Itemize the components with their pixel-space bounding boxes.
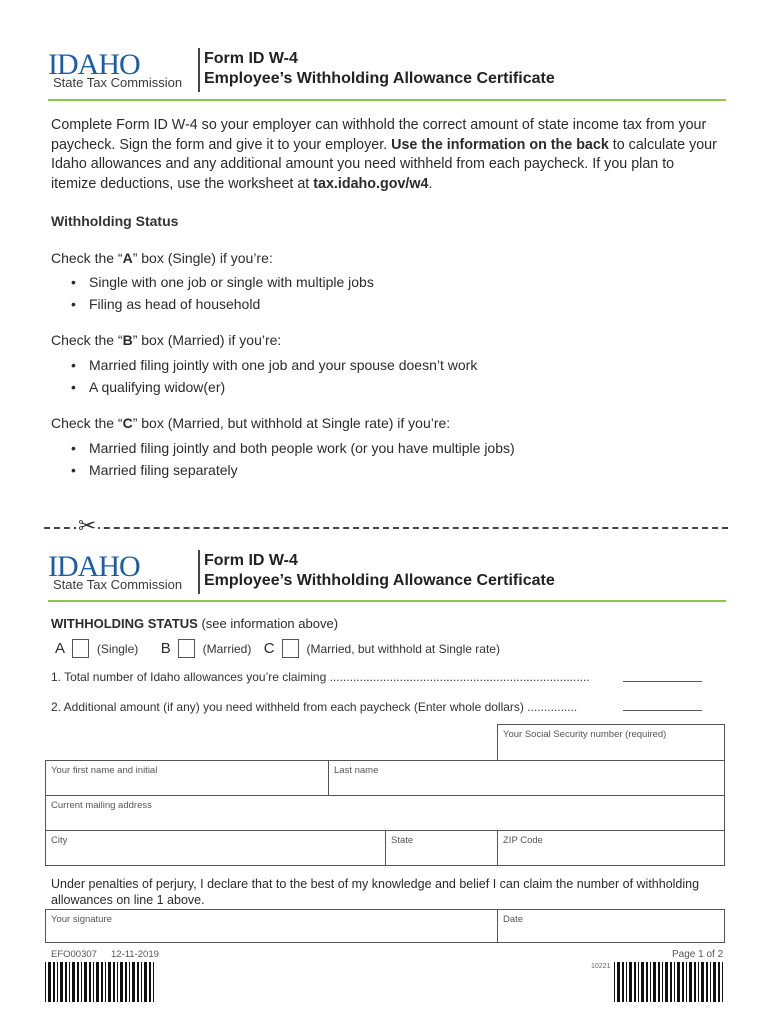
form-header <box>48 550 726 604</box>
barcode-bar <box>81 962 82 1002</box>
list-item: • Married filing jointly with one job and your spouse doesn’t work <box>71 357 478 373</box>
line-2-text: 2. Additional amount (if any) you need withheld from each paycheck (Enter whole dollars) ............... <box>51 700 578 714</box>
check-a-line: Check the “A” box (Single) if you’re: <box>51 250 273 266</box>
option-c-letter: C <box>263 640 275 657</box>
barcode-bar <box>113 962 115 1002</box>
barcode-bar <box>117 962 118 1002</box>
barcode-bar <box>689 962 692 1002</box>
barcode-bar <box>706 962 708 1002</box>
form-title: Employee’s Withholding Allowance Certificate <box>204 70 555 87</box>
barcode-left <box>45 962 157 1002</box>
barcode-bar <box>69 962 70 1002</box>
barcode-bar <box>105 962 106 1002</box>
barcode-bar <box>129 962 130 1002</box>
option-a-letter: A <box>55 640 66 657</box>
option-a-label: (Single) <box>96 641 139 656</box>
barcode-bar <box>626 962 627 1002</box>
barcode-bar <box>665 962 668 1002</box>
barcode-bar <box>629 962 632 1002</box>
barcode-bar <box>141 962 142 1002</box>
header-divider <box>198 48 200 92</box>
barcode-bar <box>718 962 720 1002</box>
form-name: Form ID W-4 <box>204 50 298 67</box>
withholding-status-heading: Withholding Status <box>51 213 179 229</box>
form-name: Form ID W-4 <box>204 552 298 569</box>
barcode-bar <box>694 962 696 1002</box>
barcode-bar <box>641 962 644 1002</box>
barcode-bar <box>108 962 111 1002</box>
check-c-line: Check the “C” box (Married, but withhold at Single rate) if you’re: <box>51 415 451 431</box>
list-item: • Single with one job or single with multiple jobs <box>71 274 374 290</box>
address-label: Current mailing address <box>51 800 152 811</box>
ssn-field[interactable] <box>497 724 725 761</box>
barcode-bar <box>722 962 723 1002</box>
barcode-bar <box>132 962 135 1002</box>
ssn-label: Your Social Security number (required) <box>503 729 667 740</box>
logo-subtitle: State Tax Commission <box>53 577 183 592</box>
last-name-field[interactable] <box>328 760 725 796</box>
top-header <box>48 48 726 102</box>
line-1-text: 1. Total number of Idaho allowances you’re claiming .............................................................................. <box>51 670 590 684</box>
barcode-bar <box>84 962 87 1002</box>
form-code: EFO00307 <box>51 949 97 960</box>
last-name-label: Last name <box>334 765 379 776</box>
first-name-label: Your first name and initial <box>51 765 158 776</box>
barcode-bar <box>60 962 63 1002</box>
idaho-logo: IDAHO <box>48 48 140 81</box>
barcode-bar <box>698 962 699 1002</box>
address-field[interactable] <box>45 795 725 831</box>
list-item: • Filing as head of household <box>71 296 261 312</box>
city-label: City <box>51 835 68 846</box>
barcode-bar <box>77 962 79 1002</box>
barcode-bar <box>677 962 680 1002</box>
intro-text-1: Complete Form ID W-4 so your employer can withhold the correct amount of state income tax from your paycheck. Sign the form and give it to your employer. <box>51 117 707 153</box>
barcode-bar <box>713 962 716 1002</box>
barcode-bar <box>650 962 651 1002</box>
city-field[interactable] <box>45 830 386 866</box>
barcode-bar <box>101 962 103 1002</box>
list-item: • A qualifying widow(er) <box>71 379 226 395</box>
page-number: Page 1 of 2 <box>672 949 724 960</box>
barcode-bar <box>120 962 123 1002</box>
list-item: • Married filing separately <box>71 462 238 478</box>
option-b-checkbox[interactable] <box>178 639 195 658</box>
barcode-bar <box>93 962 94 1002</box>
barcode-bar <box>622 962 624 1002</box>
barcode-bar <box>653 962 656 1002</box>
state-field[interactable] <box>385 830 498 866</box>
barcode-bar <box>662 962 663 1002</box>
additional-amount-field[interactable] <box>623 710 702 711</box>
option-a-checkbox[interactable] <box>72 639 89 658</box>
list-item: • Married filing jointly and both people work (or you have multiple jobs) <box>71 440 515 456</box>
check-b-line: Check the “B” box (Married) if you’re: <box>51 332 282 348</box>
barcode-bar <box>686 962 687 1002</box>
barcode-bar <box>149 962 151 1002</box>
header-divider <box>198 550 200 594</box>
signature-field[interactable] <box>45 909 498 943</box>
barcode-bar <box>710 962 711 1002</box>
barcode-bar <box>646 962 648 1002</box>
zip-label: ZIP Code <box>503 835 543 846</box>
date-label: Date <box>503 914 524 925</box>
intro-bold-1: Use the information on the back <box>391 136 609 153</box>
barcode-bar <box>634 962 636 1002</box>
cut-line <box>44 527 728 529</box>
header-rule <box>48 600 726 602</box>
barcode-bar <box>658 962 660 1002</box>
perjury-statement: Under penalties of perjury, I declare that to the best of my knowledge and belief I can claim the number of withholding allowances on line 1 above. <box>51 877 700 907</box>
intro-paragraph <box>51 116 723 194</box>
barcode-bar <box>674 962 675 1002</box>
header-rule <box>48 99 726 101</box>
intro-text-2: to calculate your Idaho allowances and any additional amount you need withheld from each paycheck. If you plan to itemize deductions, use the worksheet at <box>51 136 717 192</box>
barcode-bar <box>48 962 51 1002</box>
zip-field[interactable] <box>497 830 725 866</box>
barcode-bar <box>96 962 99 1002</box>
barcode-bar <box>89 962 91 1002</box>
barcode-bar <box>617 962 620 1002</box>
barcode-bar <box>701 962 704 1002</box>
barcode-bar <box>153 962 154 1002</box>
barcode-bar <box>45 962 46 1002</box>
intro-text-3: . <box>428 175 433 192</box>
barcode-bar <box>638 962 639 1002</box>
scissors-icon: ✂ <box>78 513 97 538</box>
barcode-bar <box>72 962 75 1002</box>
barcode-bar <box>682 962 684 1002</box>
barcode-bar <box>670 962 672 1002</box>
barcode-bar <box>57 962 58 1002</box>
allowances-field[interactable] <box>623 681 702 682</box>
barcode-bar <box>53 962 55 1002</box>
barcode-right <box>614 962 726 1002</box>
logo-subtitle: State Tax Commission <box>53 75 183 90</box>
option-c-checkbox[interactable] <box>282 639 299 658</box>
first-name-field[interactable] <box>45 760 329 796</box>
barcode-bar <box>125 962 127 1002</box>
status-heading: WITHHOLDING STATUS (see information above) <box>51 616 339 631</box>
intro-link: tax.idaho.gov/w4 <box>313 175 429 192</box>
revision-date: 12-11-2019 <box>111 949 159 960</box>
barcode-bar <box>137 962 139 1002</box>
barcode-bar <box>614 962 615 1002</box>
status-options <box>55 639 500 659</box>
date-field[interactable] <box>497 909 725 943</box>
idaho-logo: IDAHO <box>48 550 140 583</box>
option-c-label: (Married, but withhold at Single rate) <box>306 641 500 656</box>
barcode-bar <box>65 962 67 1002</box>
signature-label: Your signature <box>51 914 112 925</box>
state-label: State <box>391 835 414 846</box>
form-title: Employee’s Withholding Allowance Certificate <box>204 572 555 589</box>
option-b-letter: B <box>160 640 171 657</box>
barcode-bar <box>144 962 147 1002</box>
control-code: 10221 <box>591 963 611 970</box>
option-b-label: (Married) <box>202 641 252 656</box>
